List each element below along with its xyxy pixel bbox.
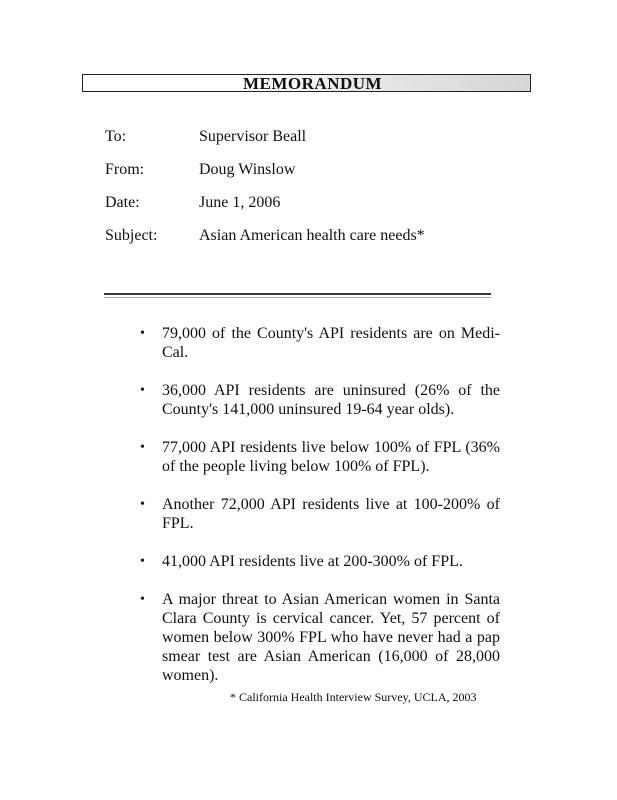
header-row-subject [105, 227, 525, 260]
to-value: Supervisor Beall [199, 128, 307, 145]
bullet-icon: • [140, 326, 145, 341]
bullet-icon: • [140, 383, 145, 398]
bullet-text: A major threat to Asian American women in Santa Clara County is cervical cancer. Yet, 57 percent of women below 300% FPL who have never had a pap smear test are Asian American (16,000 of 28,000 women). [162, 591, 500, 684]
header-row-to [105, 128, 525, 161]
subject-label: Subject: [105, 227, 158, 244]
header-row-from [105, 161, 525, 194]
divider-rule [104, 293, 491, 295]
to-label: To: [105, 128, 127, 145]
list-item [140, 552, 500, 571]
footnote: * California Health Interview Survey, UCLA, 2003 [230, 690, 477, 704]
from-value: Doug Winslow [199, 161, 296, 178]
bullet-icon: • [140, 592, 145, 607]
bullet-text: 77,000 API residents live below 100% of FPL (36% of the people living below 100% of FPL). [162, 439, 500, 475]
bullet-text: Another 72,000 API residents live at 100-200% of FPL. [162, 496, 500, 532]
date-value: June 1, 2006 [199, 194, 281, 211]
bullet-icon: • [140, 440, 145, 455]
bullet-text: 79,000 of the County's API residents are on Medi-Cal. [162, 325, 500, 361]
bullet-text: 41,000 API residents live at 200-300% of FPL. [162, 553, 463, 570]
list-item [140, 381, 500, 419]
date-label: Date: [105, 194, 140, 211]
subject-value: Asian American health care needs* [199, 227, 425, 244]
from-label: From: [105, 161, 145, 178]
list-item [140, 590, 500, 685]
bullet-icon: • [140, 554, 145, 569]
header-row-date [105, 194, 525, 227]
list-item [140, 438, 500, 476]
list-item [140, 324, 500, 362]
bullet-icon: • [140, 497, 145, 512]
memo-header [105, 128, 525, 260]
memo-title-box [82, 74, 531, 92]
divider-rule-shadow [104, 297, 491, 298]
bullet-text: 36,000 API residents are uninsured (26% of the County's 141,000 uninsured 19-64 year olds). [162, 382, 500, 418]
memo-title: MEMORANDUM [243, 74, 383, 93]
bullet-list [140, 324, 500, 704]
list-item [140, 495, 500, 533]
